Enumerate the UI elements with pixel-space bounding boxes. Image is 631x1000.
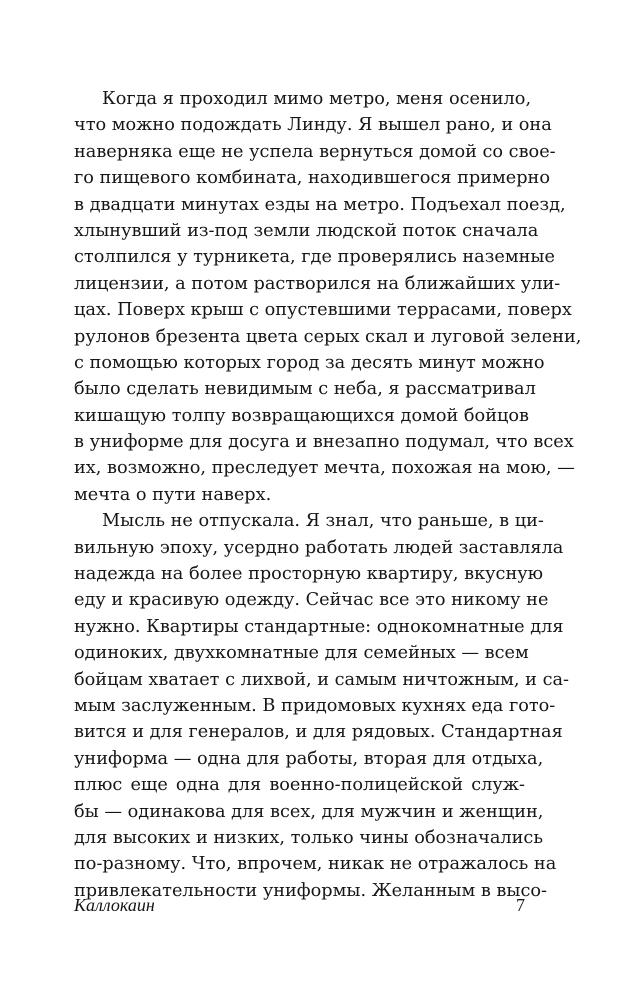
text-line: рулонов брезента цвета серых скал и луговой зелени, <box>74 326 582 347</box>
page-footer <box>74 895 525 923</box>
page-number: 7 <box>516 895 525 915</box>
text-line: еду и красивую одежду. Сейчас все это никому не <box>74 590 549 611</box>
text-line: униформа — одна для работы, вторая для отдыха, <box>74 748 544 769</box>
text-line: по-разному. Что, впрочем, никак не отражалось на <box>74 854 557 875</box>
text-line: столпился у турникета, где проверялись наземные <box>74 247 555 268</box>
text-line: их, возможно, преследует мечта, похожая на мою, — <box>74 458 575 479</box>
text-line: в униформе для досуга и внезапно подумал, что всех <box>74 432 574 453</box>
text-line: с помощью которых город за десять минут можно <box>74 352 545 373</box>
text-line: бы — одинакова для всех, для мужчин и женщин, <box>74 801 544 822</box>
text-line: вится и для генералов, и для рядовых. Стандартная <box>74 722 563 743</box>
text-line: го пищевого комбината, находившегося примерно <box>74 168 550 189</box>
text-line: лицензии, а потом растворился на ближайших ули- <box>74 273 561 294</box>
text-line: Мысль не отпускала. Я знал, что раньше, в ци- <box>102 511 544 532</box>
text-line: для высоких и низких, только чины обозначались <box>74 827 543 848</box>
body-text <box>74 86 582 904</box>
text-line: мечта о пути наверх. <box>74 484 272 505</box>
text-line: привлекательности униформы. Желанным в высо- <box>74 880 548 901</box>
running-title: Каллокаин <box>74 895 155 915</box>
text-line: что можно подождать Линду. Я вышел рано, и она <box>74 115 552 136</box>
text-line: цах. Поверх крыш с опустевшими террасами, поверх <box>74 300 572 321</box>
text-line: кишащую толпу возвращающихся домой бойцов <box>74 405 529 426</box>
text-line: было сделать невидимым с неба, я рассматривал <box>74 379 536 400</box>
text-line: хлынувший из-под земли людской поток сначала <box>74 220 539 241</box>
text-line: бойцам хватает с лихвой, и самым ничтожным, и са- <box>74 669 569 690</box>
paragraph-1 <box>74 86 582 508</box>
text-line: наверняка еще не успела вернуться домой со свое- <box>74 141 556 162</box>
text-line: надежда на более просторную квартиру, вкусную <box>74 564 544 585</box>
text-line: вильную эпоху, усердно работать людей заставляла <box>74 537 564 558</box>
text-line: мым заслуженным. В придомовых кухнях еда гото- <box>74 695 556 716</box>
text-line: нужно. Квартиры стандартные: однокомнатные для <box>74 616 564 637</box>
text-line: в двадцати минутах езды на метро. Подъехал поезд, <box>74 194 566 215</box>
text-line: Когда я проходил мимо метро, меня осенило, <box>102 89 532 109</box>
paragraph-2 <box>74 508 569 904</box>
text-line: одиноких, двухкомнатные для семейных — всем <box>74 643 529 664</box>
text-line: плюс еще одна для военно-полицейской служ- <box>74 775 525 796</box>
